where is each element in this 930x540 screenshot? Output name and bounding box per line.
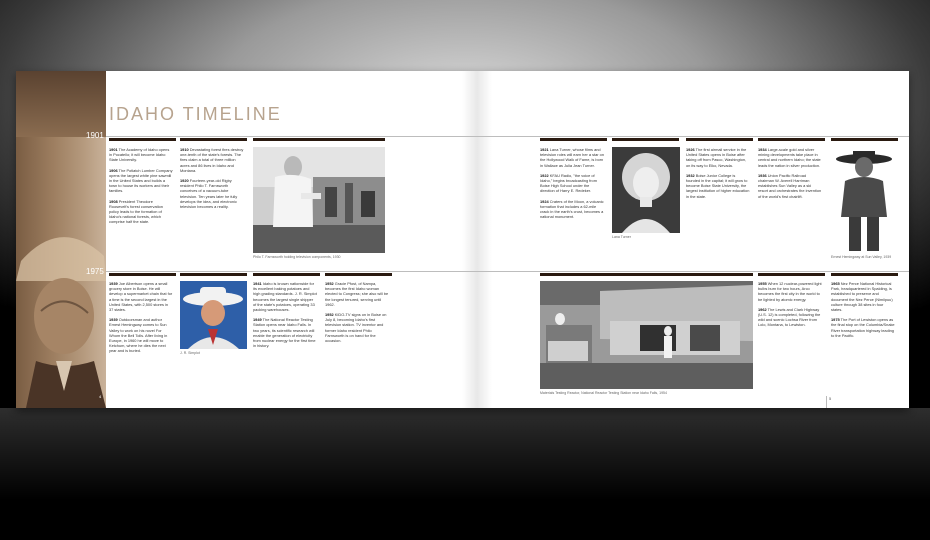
entry-year: 1941 (253, 281, 262, 286)
floor-reflection (0, 408, 930, 540)
sepia-side-strip (16, 71, 106, 408)
entry-year: 1910 (180, 147, 189, 152)
timeline-column (540, 147, 604, 224)
entry-text: When 12 nuclear-powered light bulbs burn for two hours, Arco becomes the first city in the world to be lighted by atomic energy. (758, 281, 822, 302)
entry-text: Idaho is known nationwide for its excellent baking potatoes and high grading standards. J. R. Simplot becomes the largest single shipper of the state's potatoes, operating 33 packing warehouses. (253, 281, 317, 313)
entry-text: Nez Perce National Historical Park, headquartered in Spalding, is established to preserve and document the Nez Perce (Nimiipuu) culture through 38 sites in four states. (831, 281, 893, 313)
reactor-photo (540, 281, 753, 389)
timeline-entry (540, 173, 604, 194)
col-bar (831, 138, 898, 141)
timeline-column (686, 147, 750, 204)
entry-text: Craters of the Moon, a volcanic formation that includes a 62-mile crack in the earth's crust, becomes a national monument. (540, 198, 604, 220)
timeline-entry (109, 199, 173, 225)
entry-year: 1920 (180, 178, 189, 184)
photo-caption: J. R. Simplot (180, 351, 200, 355)
timeline-entry (180, 178, 244, 209)
col-bar (109, 273, 176, 276)
col-bar (758, 138, 825, 141)
col-bar (253, 138, 385, 141)
entry-text: The Lewis and Clark Highway (U.S. 12) is completed, following the wild and scenic Lochsa River from Lolo, Montana, to Lewiston. (758, 306, 821, 328)
entry-year: 1952 (325, 312, 334, 318)
page-number-right: 5 (829, 396, 832, 401)
entry-text: The first airmail service in the United States opens in Boise after taking off from Pasco, Washington, on its way to Elko, Nevada. (686, 147, 747, 168)
timeline-entry (758, 281, 822, 302)
entry-text: Lana Turner, whose films and television roles will earn her a star on the Hollywood Walk of Fame, is born in Wallace as Julia Jean Turner. (540, 147, 605, 168)
entry-text: Fourteen-year-old Rigby resident Philo T. Farnsworth conceives of a vacuum-tube television. Ten years later he fully develops the idea, and electronic television becomes a reality. (180, 178, 238, 210)
middle-rule (106, 271, 909, 272)
entry-text: KIDO-TV signs on in Boise on July 8, becoming Idaho's first television station. TV inventor and former Idaho resident Philo Farnsworth is on hand for the occasion. (325, 312, 387, 344)
entry-text: The Academy of Idaho opens in Pocatello; it will become Idaho State University. (109, 147, 170, 163)
entry-year: 1926 (686, 147, 695, 152)
top-rule (106, 136, 909, 137)
timeline-column (758, 147, 822, 204)
timeline-column (831, 281, 895, 343)
timeline-entry (686, 173, 750, 199)
hemingway-photo (831, 147, 898, 253)
timeline-column (109, 281, 173, 359)
entry-text: Gracie Pfost, of Nampa, becomes the first Idaho woman elected to Congress; she also will be the longest tenured, serving until 1962. (325, 281, 389, 307)
timeline-entry (758, 307, 822, 328)
entry-year: 1965 (831, 281, 840, 286)
entry-text: Large-scale gold and silver mining developments take place in central and northern Idaho; the state leads the nation in silver production. (758, 147, 821, 168)
year-label-1975: 1975 (86, 267, 104, 276)
timeline-entry (758, 173, 822, 199)
timeline-entry (109, 281, 173, 312)
timeline-entry (325, 312, 389, 343)
col-bar (612, 138, 679, 141)
timeline-entry (109, 317, 173, 353)
timeline-spread (16, 71, 909, 408)
timeline-entry (540, 199, 604, 220)
entry-text: President Theodore Roosevelt's forest conservation policy leads to the formation of Idaho's national forests, which comprise half the state. (109, 198, 163, 225)
col-bar (540, 138, 607, 141)
col-bar (831, 273, 898, 276)
col-bar (325, 273, 392, 276)
timeline-entry (180, 147, 244, 173)
entry-text: Union Pacific Railroad chairman W. Averell Harriman establishes Sun Valley as a ski resort and orchestrates the invention of the world's first chairlift. (758, 172, 822, 199)
timeline-entry (109, 168, 173, 194)
timeline-entry (686, 147, 750, 168)
timeline-entry (831, 317, 895, 338)
col-bar (686, 138, 753, 141)
gutter-shadow (462, 71, 492, 408)
entry-year: 1939 (109, 317, 118, 323)
simplot-photo (180, 281, 247, 349)
entry-year: 1921 (540, 147, 549, 152)
entry-year: 1936 (758, 172, 767, 178)
timeline-column (758, 281, 822, 333)
col-bar (253, 273, 320, 276)
entry-text: KFAU Radio, "the voice of Idaho," begins broadcasting from Boise High School under the direction of Harry E. Redeker. (540, 172, 597, 194)
col-bar (109, 138, 176, 141)
entry-text: Boise Junior College is founded in the capital; it will grow to become Boise State University, the largest institution of higher education in the state. (686, 172, 750, 199)
entry-year: 1934 (758, 147, 767, 152)
page-corner-mark (826, 396, 827, 408)
entry-text: The Potlatch Lumber Company opens the largest white pine sawmill in the United States and builds a town to house its workers and their families. (109, 167, 173, 194)
page-number-left: 4 (99, 394, 102, 399)
timeline-entry (540, 147, 604, 168)
timeline-entry (758, 147, 822, 168)
timeline-entry (831, 281, 895, 312)
strip-top (16, 71, 106, 137)
photo-caption: Lana Turner (612, 235, 631, 239)
entry-year: 1975 (831, 317, 840, 323)
entry-year: 1952 (325, 281, 334, 286)
entry-year: 1924 (540, 198, 549, 204)
entry-year: 1939 (109, 281, 118, 286)
timeline-entry (325, 281, 389, 307)
lana-turner-photo (612, 147, 680, 233)
entry-text: Outdoorsman and author Ernest Hemingway comes to Sun Valley to work on his novel For Whom the Bell Tolls. After living in Europe, in 1960 he will move to Ketchum, where he dies the next year and is buried. (109, 317, 168, 354)
timeline-entry (253, 281, 317, 312)
timeline-column (180, 147, 244, 214)
timeline-entry (109, 147, 173, 163)
col-bar (180, 273, 247, 276)
entry-year: 1932 (686, 172, 695, 178)
entry-text: The National Reactor Testing Station opens near Idaho Falls. In two years, its scientific research will enable the generation of electricity from nuclear energy for the first time in history. (253, 317, 316, 349)
elderly-man-portrait (16, 221, 106, 408)
entry-year: 1955 (758, 281, 767, 286)
entry-year: 1908 (109, 198, 118, 204)
photo-caption: Ernest Hemingway at Sun Valley, 1939 (831, 255, 892, 259)
entry-year: 1962 (758, 306, 767, 312)
entry-year: 1949 (253, 317, 262, 323)
photo-caption: Philo T. Farnsworth holding television components, 1930 (253, 255, 341, 259)
entry-text: Devastating forest fires destroy one-tenth of the state's forests. The fires claim a total of three million acres and 86 lives in Idaho and Montana. (180, 147, 244, 173)
col-bar (758, 273, 825, 276)
entry-year: 1906 (109, 167, 118, 173)
timeline-column (325, 281, 389, 348)
timeline-column (109, 147, 173, 230)
entry-year: 1901 (109, 147, 118, 152)
year-label-1901: 1901 (86, 131, 104, 140)
page-title: IDAHO TIMELINE (109, 104, 282, 124)
col-bar (540, 273, 753, 276)
timeline-column (253, 281, 317, 353)
col-bar (180, 138, 247, 141)
photo-caption: Materials Testing Reactor, National Reactor Testing Station near Idaho Falls, 1954 (540, 391, 667, 395)
entry-text: The Port of Lewiston opens as the final stop on the Columbia/Snake River transportation highway leading to the Pacific. (831, 317, 895, 338)
timeline-entry (253, 317, 317, 348)
entry-text: Joe Albertson opens a small grocery store in Boise. He will develop a supermarket chain that for a time is the second largest in the United States, with 2,500 stores in 37 states. (109, 281, 173, 313)
entry-year: 1922 (540, 172, 549, 178)
farnsworth-photo (253, 147, 385, 253)
